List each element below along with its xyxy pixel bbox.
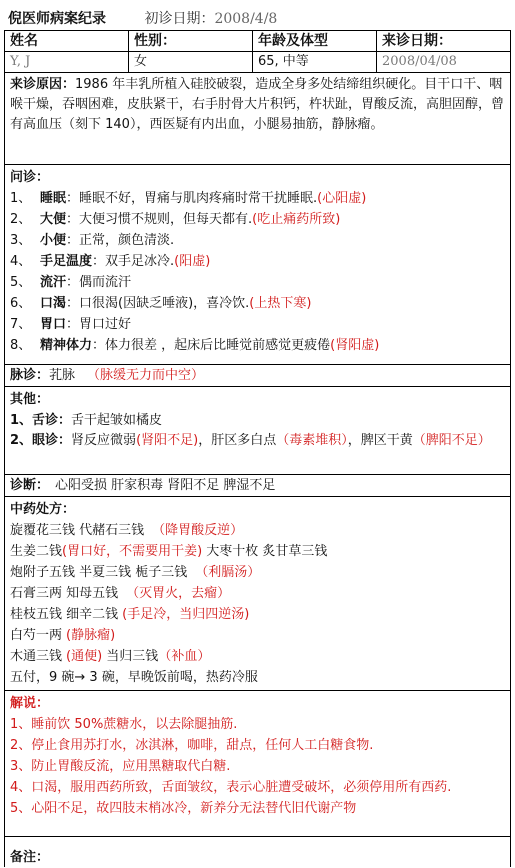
pulse-note: （脉缓无力而中空） — [87, 368, 205, 383]
inquiry-item: 5、 流汗：偶而流汗 — [10, 275, 132, 290]
diagnosis-section — [5, 475, 510, 497]
other-label: 其他： — [10, 392, 50, 407]
inquiry-item: 3、 小便：正常，颜色清淡. — [10, 233, 175, 248]
prescription-line: 桂枝五钱 细辛二钱 (手足冷，当归四逆汤) — [10, 607, 250, 622]
reason-section — [5, 73, 510, 165]
explanation-item: 3、防止胃酸反流，应用黑糖取代白糖. — [10, 759, 231, 774]
explanation-item: 2、停止食用苏打水，冰淇淋，咖啡，甜点，任何人工白糖食物. — [10, 738, 374, 753]
patient-gender: 女 — [129, 52, 253, 72]
patient-age-build: 65, 中等 — [253, 52, 377, 72]
diagnosis-label: 诊断： — [10, 478, 50, 493]
reason-label: 来诊原因： — [10, 77, 76, 92]
inquiry-section — [5, 165, 510, 365]
patient-info-header-row — [5, 31, 510, 52]
explanation-section — [5, 691, 510, 837]
tongue-diagnosis: 1、舌诊：舌干起皱如橘皮 — [10, 413, 163, 428]
name-header: 姓名 — [5, 31, 129, 51]
prescription-line: 生姜二钱(胃口好，不需要用干姜) 大枣十枚 炙甘草三钱 — [10, 544, 328, 559]
prescription-line: 炮附子五钱 半夏三钱 栀子三钱 （利膈汤） — [10, 565, 261, 580]
visit-date-header: 来诊日期： — [382, 33, 452, 49]
prescription-line: 旋覆花三钱 代赭石三钱 （降胃酸反逆） — [10, 523, 244, 538]
inquiry-item: 7、 胃口：胃口过好 — [10, 317, 132, 332]
pulse-text: 芤脉 — [49, 368, 76, 383]
pulse-section — [5, 365, 510, 387]
inquiry-item: 6、 口渴：口很渴(因缺乏唾液)，喜冷饮.(上热下寒) — [10, 296, 312, 311]
explanation-item: 5、心阳不足，故四肢末梢冰冷，新养分无法替代旧代谢产物 — [10, 801, 357, 816]
patient-name: Y, J — [5, 52, 129, 72]
remarks-section — [5, 837, 510, 867]
document-title: 倪医师病案纪录 — [8, 11, 106, 27]
case-record-table — [4, 30, 511, 867]
remarks-label: 备注： — [10, 850, 50, 865]
other-section — [5, 387, 510, 475]
explanation-item: 4、口渴，服用西药所致，舌面皱纹，表示心脏遭受破坏，必须停用所有西药. — [10, 780, 452, 795]
prescription-line: 石膏三两 知母五钱 （灭胃火，去瘤） — [10, 586, 231, 601]
explanation-label: 解说： — [10, 696, 50, 711]
document-header — [8, 8, 513, 30]
eye-diagnosis: 2、眼诊：肾反应微弱(肾阳不足)，肝区多白点（毒素堆积），脾区干黄（脾阳不足） — [10, 433, 491, 448]
patient-info-value-row — [5, 52, 510, 73]
age-build-header: 年龄及体型 — [253, 31, 377, 51]
diagnosis-text: 心阳受损 肝家积毒 肾阳不足 脾湿不足 — [55, 478, 276, 493]
inquiry-item: 2、 大便：大便习惯不规则，但每天都有.(吃止痛药所致) — [10, 212, 341, 227]
inquiry-label: 问诊： — [10, 170, 50, 185]
reason-text — [10, 75, 505, 135]
inquiry-item: 1、 睡眠：睡眠不好，胃痛与肌肉疼痛时常干扰睡眠.(心阳虚) — [10, 191, 367, 206]
first-visit-date: 2008/4/8 — [214, 11, 278, 27]
first-visit-label: 初诊日期： — [144, 11, 215, 27]
explanation-item: 1、睡前饮 50%蔗糖水，以去除腿抽筋. — [10, 717, 238, 732]
reason-body: 1986 年丰乳所植入硅胶破裂，造成全身多处结缔组织硬化。目干口干、咽喉干燥，吞咽困难，皮肤紧干，右手肘骨大片积钙，杵状趾，胃酸反流，高胆固醇，曾有高血压（刻下 140），西医疑有内出血，小腿易抽筋，静脉瘤。 — [10, 77, 505, 132]
prescription-line: 木通三钱 (通便) 当归三钱（补血） — [10, 649, 211, 664]
pulse-label: 脉诊： — [10, 368, 50, 383]
prescription-line: 白芍一两 (静脉瘤) — [10, 628, 116, 643]
prescription-section — [5, 497, 510, 691]
gender-header: 性别： — [129, 31, 253, 51]
prescription-label: 中药处方： — [10, 502, 76, 517]
visit-date: 2008/04/08 — [382, 54, 457, 69]
inquiry-item: 8、 精神体力：体力很差 ，起床后比睡觉前感觉更疲倦(肾阳虚) — [10, 338, 380, 353]
prescription-line: 五付，9 碗→ 3 碗，早晚饭前喝，热药冷服 — [10, 670, 258, 685]
inquiry-item: 4、 手足温度：双手足冰冷.(阳虚) — [10, 254, 211, 269]
